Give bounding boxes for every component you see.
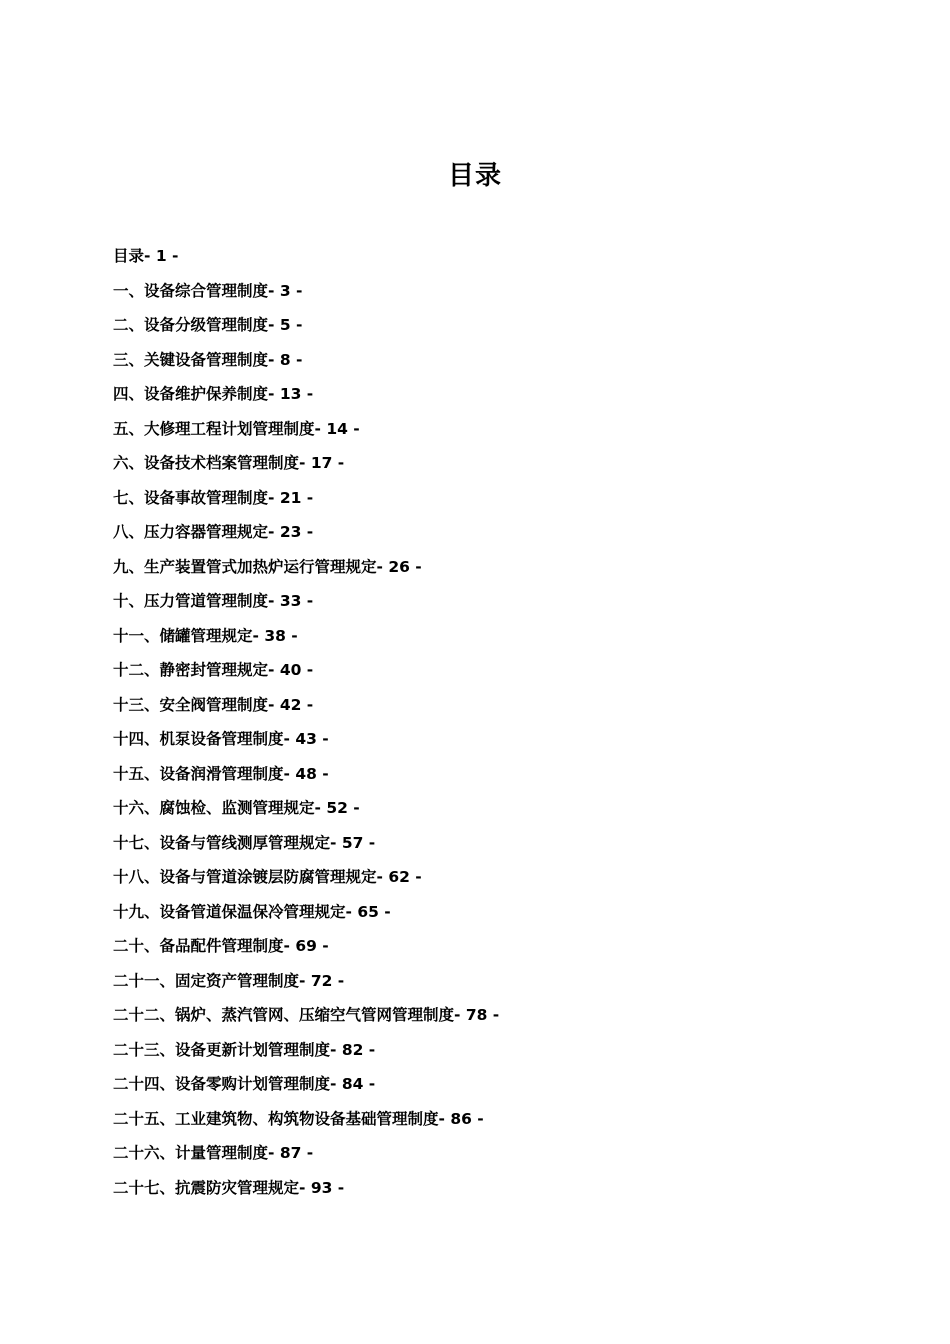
toc-entry[interactable]: 四、设备维护保养制度- 13 - [113,385,314,403]
toc-entry[interactable]: 六、设备技术档案管理制度- 17 - [113,454,345,472]
toc-entry[interactable]: 八、压力容器管理规定- 23 - [113,523,314,541]
toc-entry[interactable]: 目录- 1 - [113,247,179,265]
page-title: 目录 [447,161,502,191]
toc-entry[interactable]: 十七、设备与管线测厚管理规定- 57 - [113,833,376,852]
toc-entry[interactable]: 五、大修理工程计划管理制度- 14 - [113,419,360,438]
toc-entry[interactable]: 十八、设备与管道涂镀层防腐管理规定- 62 - [113,868,422,886]
toc-entry[interactable]: 二十七、抗震防灾管理规定- 93 - [113,1178,345,1197]
toc-entry[interactable]: 十九、设备管道保温保冷管理规定- 65 - [113,902,391,921]
toc-entry[interactable]: 二十三、设备更新计划管理制度- 82 - [113,1040,376,1059]
toc-entry[interactable]: 十五、设备润滑管理制度- 48 - [113,764,329,783]
toc-entry[interactable]: 二十、备品配件管理制度- 69 - [113,937,329,955]
toc-entry[interactable]: 九、生产装置管式加热炉运行管理规定- 26 - [113,557,422,576]
toc-entry[interactable]: 十、压力管道管理制度- 33 - [113,592,314,610]
toc-entry[interactable]: 三、关键设备管理制度- 8 - [113,350,303,369]
toc-entry[interactable]: 二十二、锅炉、蒸汽管网、压缩空气管网管理制度- 78 - [113,1006,500,1024]
toc-entry[interactable]: 二十一、固定资产管理制度- 72 - [113,971,345,990]
toc-entry[interactable]: 二十六、计量管理制度- 87 - [113,1144,314,1162]
toc-entry[interactable]: 二十五、工业建筑物、构筑物设备基础管理制度- 86 - [113,1109,484,1128]
toc-list [113,242,873,1208]
toc-entry[interactable]: 二十四、设备零购计划管理制度- 84 - [113,1075,376,1093]
toc-entry[interactable]: 十四、机泵设备管理制度- 43 - [113,730,329,748]
toc-entry[interactable]: 七、设备事故管理制度- 21 - [113,488,314,507]
toc-entry[interactable]: 十一、储罐管理规定- 38 - [113,626,298,645]
toc-entry[interactable]: 十三、安全阀管理制度- 42 - [113,695,314,714]
toc-entry[interactable]: 一、设备综合管理制度- 3 - [113,281,303,300]
toc-entry[interactable]: 二、设备分级管理制度- 5 - [113,316,303,334]
toc-entry[interactable]: 十二、静密封管理规定- 40 - [113,661,314,679]
toc-entry[interactable]: 十六、腐蚀检、监测管理规定- 52 - [113,799,360,817]
